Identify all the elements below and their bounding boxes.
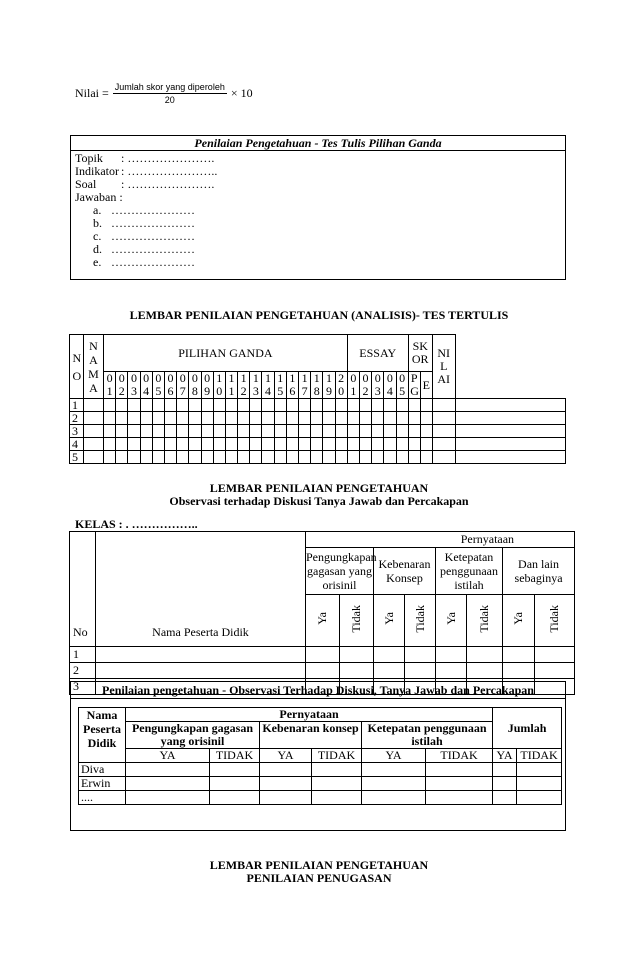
table-cell [347,399,359,412]
table-cell [213,438,225,451]
soal-row: Soal : …………………. [75,177,215,191]
question-number: 06 [164,372,176,399]
table-row: 2 [70,663,575,679]
table-cell [408,412,420,425]
pernyataan-header: Pernyataan [126,708,493,722]
option-d: d. ………………… [93,242,195,256]
table-cell [432,399,455,412]
table-cell [225,451,237,464]
penugasan-subheading: PENILAIAN PENUGASAN [246,871,392,885]
table-cell [408,438,420,451]
criteria-konsep: Kebenaran konsep [260,722,362,749]
table-cell [152,451,164,464]
row-number: 3 [70,425,84,438]
table-cell [359,412,371,425]
table-cell [213,425,225,438]
question-number: 05 [152,372,164,399]
table-cell [177,451,189,464]
question-number: 09 [201,372,213,399]
table-cell [384,399,396,412]
table-cell [225,412,237,425]
table-cell [104,438,116,451]
table-cell [323,412,335,425]
criteria-istilah: Ketepatan penggunaan istilah [436,548,503,595]
table-cell [225,438,237,451]
table-cell [152,399,164,412]
table-cell [177,438,189,451]
table-row: Erwin [79,777,562,791]
table-cell [408,425,420,438]
question-number: 15 [274,372,286,399]
table-row: 1 [70,647,575,663]
table-cell [286,438,298,451]
table-cell [164,438,176,451]
question-number: 07 [177,372,189,399]
ya-label: YA [493,749,517,763]
table-cell [84,425,104,438]
table-cell [299,399,311,412]
table-cell [213,399,225,412]
table-cell [335,399,347,412]
table-cell [408,451,420,464]
essay-number: 02 [359,372,371,399]
table-row [70,451,566,464]
table-cell [420,451,432,464]
table-cell [455,451,565,464]
formula-numerator: Jumlah skor yang diperoleh [114,82,225,92]
tidak-label: Tidak [547,604,562,633]
table-cell [359,399,371,412]
table-cell [432,438,455,451]
table-cell [359,425,371,438]
table-cell [372,399,384,412]
no-header: No [70,532,96,647]
table-cell [177,412,189,425]
table-cell [164,451,176,464]
table-cell [359,438,371,451]
question-number: 01 [104,372,116,399]
formula-denominator: 20 [164,95,175,105]
table-row: 3 [70,679,575,695]
table-cell [238,438,250,451]
formula-suffix: × 10 [230,86,253,100]
criteria-istilah: Ketepatan penggunaan istilah [362,722,493,749]
question-number: 02 [116,372,128,399]
table-cell [104,425,116,438]
question-number: 10 [213,372,225,399]
table-cell [116,412,128,425]
table-cell [250,451,262,464]
table-cell [262,451,274,464]
table-cell [201,425,213,438]
table-cell [323,425,335,438]
table-cell [299,425,311,438]
table-cell [347,412,359,425]
table-cell [201,438,213,451]
table-cell [359,451,371,464]
table-cell [384,425,396,438]
ya-label: Ya [511,612,525,625]
table-cell [455,412,565,425]
table-cell [384,451,396,464]
table-cell [84,399,104,412]
table-cell [177,399,189,412]
table-cell [262,425,274,438]
table-cell [311,425,323,438]
pilihan-ganda-header: PILIHAN GANDA [104,335,348,372]
table-cell [189,412,201,425]
table-cell [250,438,262,451]
table-cell [286,412,298,425]
table-cell [189,399,201,412]
tidak-label: TIDAK [210,749,260,763]
table-cell [347,451,359,464]
table-cell [396,399,408,412]
table-cell [201,451,213,464]
table-cell [311,438,323,451]
table-cell [274,438,286,451]
table-cell [164,425,176,438]
table-cell [311,412,323,425]
table-cell [213,451,225,464]
pg-column: PG [410,371,419,398]
indikator-row: Indikator : ………………….. [75,164,218,178]
table-cell [432,425,455,438]
table-cell [372,451,384,464]
table-cell [286,451,298,464]
kelas-label: KELAS : . …………….. [75,517,198,531]
table-cell [372,438,384,451]
no-header: N O [70,335,84,399]
row-number: 4 [70,438,84,451]
question-number: 04 [140,372,152,399]
nama-header: Nama Peserta Didik [96,532,306,647]
table-cell [286,399,298,412]
table-cell [420,438,432,451]
nama-header: Nama Peserta Didik [79,708,126,763]
table-cell [189,451,201,464]
row-number: 2 [70,412,84,425]
e-column: E [420,372,432,399]
table-cell [335,438,347,451]
table-cell [323,399,335,412]
table-cell [140,451,152,464]
table-cell [140,412,152,425]
table-cell [84,438,104,451]
table-cell [104,451,116,464]
option-e: e. ………………… [93,255,195,269]
criteria-lain: Dan lain sebaginya [503,548,575,595]
table-cell [116,451,128,464]
table-cell [335,412,347,425]
jumlah-header: Jumlah [493,708,562,749]
table-row: .... [79,791,562,805]
table-cell [189,425,201,438]
table-cell [396,451,408,464]
table-cell [335,451,347,464]
table-cell [299,438,311,451]
multiple-choice-box [70,135,566,280]
table-row [70,438,566,451]
jawaban-row: Jawaban : [75,190,123,204]
table-cell [140,425,152,438]
tidak-label: Tidak [477,604,491,633]
table-row [70,412,566,425]
table-cell [347,438,359,451]
criteria-konsep: Kebenaran Konsep [374,548,436,595]
criteria-orisinil: Pengungkapan gagasan yang orisinil [126,722,260,749]
topik-row: Topik : …………………. [75,151,215,165]
table-cell [323,438,335,451]
table-cell [250,425,262,438]
table-cell [250,412,262,425]
table-cell [420,425,432,438]
table-cell [396,412,408,425]
table-cell [116,399,128,412]
formula-fraction [113,82,227,105]
table-cell [299,451,311,464]
table-cell [432,451,455,464]
table-cell [274,399,286,412]
table-cell [372,425,384,438]
essay-number: 03 [372,372,384,399]
table-cell [84,451,104,464]
row-number: 1 [70,399,84,412]
table-cell [311,399,323,412]
question-number: 03 [128,372,140,399]
option-b: b. ………………… [93,216,195,230]
table-cell [274,412,286,425]
observasi-box-table [78,707,562,805]
table-cell [299,412,311,425]
table-cell [104,399,116,412]
tidak-label: Tidak [412,604,427,633]
question-number: 14 [262,372,274,399]
table-cell [408,399,420,412]
observasi-box-title: Penilaian pengetahuan - Observasi Terhadap Diskusi, Tanya Jawab dan Percakapan [71,682,565,699]
table-cell [128,425,140,438]
table-cell [384,438,396,451]
table-row [70,425,566,438]
table-cell [201,399,213,412]
table-cell [455,399,565,412]
table-row [70,399,566,412]
table-cell [238,412,250,425]
question-number: 13 [250,372,262,399]
table-cell [262,412,274,425]
table-cell [84,412,104,425]
table-cell [238,451,250,464]
penugasan-heading: LEMBAR PENILAIAN PENGETAHUAN [209,858,429,872]
table-cell [128,399,140,412]
ya-label: Ya [315,612,329,625]
table-cell [164,412,176,425]
table-cell [238,399,250,412]
table-cell [396,425,408,438]
table-cell [420,399,432,412]
ya-label: Ya [443,612,458,625]
option-a: a. ………………… [93,203,195,217]
criteria-orisinil: Pengungkapan gagasan yang orisinil [306,548,374,595]
tidak-label: Tidak [349,604,363,633]
ya-label: YA [362,749,426,763]
table-cell [274,425,286,438]
tidak-label: TIDAK [426,749,493,763]
table-cell [396,438,408,451]
table-row: Diva [79,763,562,777]
table-cell [372,412,384,425]
pernyataan-header: Pernyataan [306,532,575,548]
tidak-label: TIDAK [312,749,362,763]
table-cell [432,412,455,425]
table-cell [286,425,298,438]
essay-number: 04 [384,372,396,399]
question-number: 08 [189,372,201,399]
row-number: 5 [70,451,84,464]
question-number: 18 [311,372,323,399]
table-cell [311,451,323,464]
table-cell [116,425,128,438]
question-number: 20 [335,372,347,399]
table-cell [104,412,116,425]
analisis-heading: LEMBAR PENILAIAN PENGETAHUAN (ANALISIS)- TES TERTULIS [129,308,509,322]
question-number: 17 [299,372,311,399]
table-cell [384,412,396,425]
table-cell [420,412,432,425]
table-cell [201,412,213,425]
table-cell [152,438,164,451]
table-cell [274,451,286,464]
table-cell [213,412,225,425]
essay-number: 01 [347,372,359,399]
table-cell [455,438,565,451]
score-formula [75,82,253,105]
table-cell [140,399,152,412]
ya-label: YA [260,749,312,763]
nama-header: N A M A [84,335,104,399]
tidak-label: TIDAK [517,749,562,763]
nilai-header: NI L AI [432,335,455,399]
table-cell [128,438,140,451]
table-cell [152,425,164,438]
analisis-table [69,334,566,464]
table-cell [262,438,274,451]
table-cell [323,451,335,464]
table-cell [335,425,347,438]
observasi-box [70,681,566,831]
ya-label: Ya [381,612,396,625]
table-cell [152,412,164,425]
multiple-choice-title: Penilaian Pengetahuan - Tes Tulis Pilihan Ganda [71,136,565,151]
option-c: c. ………………… [93,229,195,243]
table-cell [128,451,140,464]
question-number: 11 [225,372,237,399]
table-cell [262,399,274,412]
essay-number: 05 [396,372,408,399]
observasi-table [69,531,575,695]
table-cell [189,438,201,451]
table-cell [164,399,176,412]
table-cell [347,425,359,438]
observasi-heading: LEMBAR PENILAIAN PENGETAHUAN [209,481,429,495]
table-cell [177,425,189,438]
question-number: 19 [323,372,335,399]
essay-header: ESSAY [347,335,408,372]
table-cell [116,438,128,451]
table-cell [225,425,237,438]
formula-prefix: Nilai = [75,86,109,100]
table-cell [250,399,262,412]
skor-header: SK OR [408,335,432,372]
table-cell [128,412,140,425]
ya-label: YA [126,749,210,763]
table-cell [140,438,152,451]
question-number: 12 [238,372,250,399]
table-cell [238,425,250,438]
table-cell [225,399,237,412]
observasi-subheading: Observasi terhadap Diskusi Tanya Jawab dan Percakapan [169,494,469,508]
table-cell [455,425,565,438]
question-number: 16 [286,372,298,399]
